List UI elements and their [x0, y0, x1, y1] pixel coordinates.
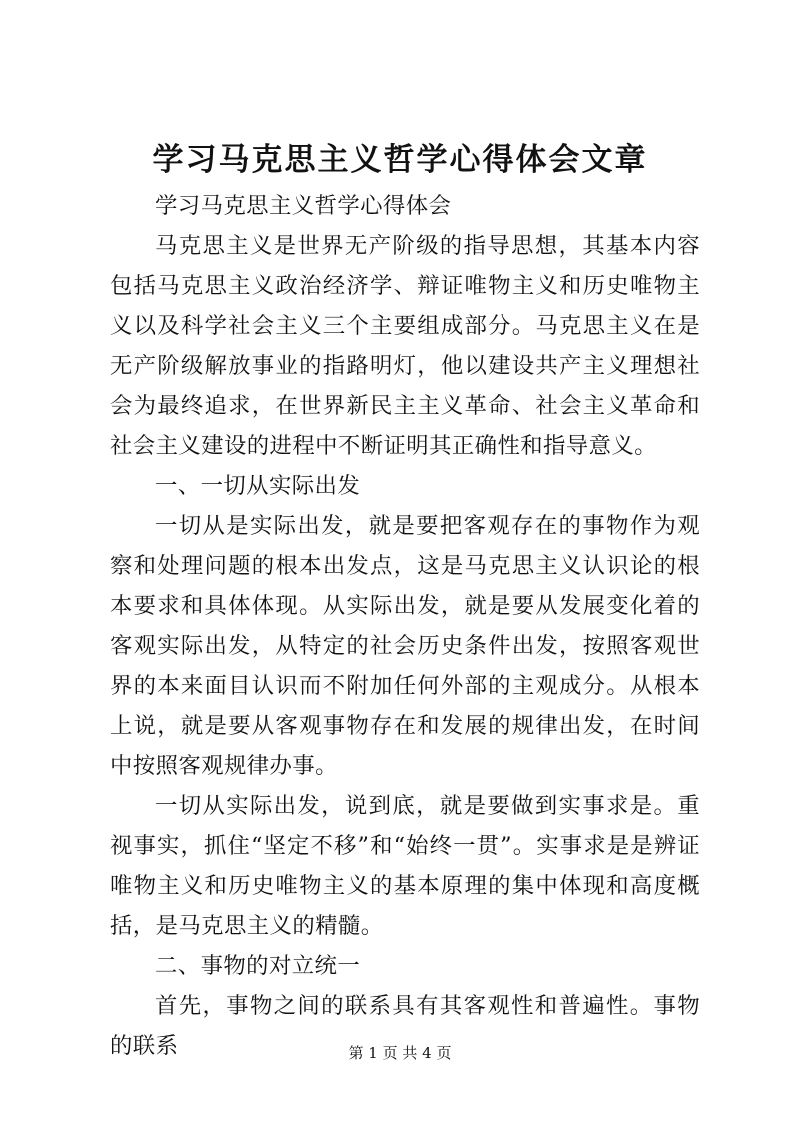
subtitle-paragraph: 学习马克思主义哲学心得体会	[155, 193, 452, 219]
section-heading-1: 一、一切从实际出发	[155, 473, 361, 499]
intro-paragraph: 马克思主义是世界无产阶级的指导思想，其基本内容包括马克思主义政治经济学、辩证唯物主义和历史唯物主义以及科学社会主义三个主要组成部分。马克思主义在是无产阶级解放事业的指路明灯，他以建设共产主义理想社会为最终追求，在世界新民主主义革命、社会主义革命和社会主义建设的进程中不断证明其正确性和指导意义。	[110, 233, 700, 459]
page-footer: 第 1 页 共 4 页	[348, 1044, 452, 1062]
section-2-paragraph-1: 首先，事物之间的联系具有其客观性和普遍性。事物的联系	[110, 993, 700, 1059]
section-1-paragraph-2: 一切从实际出发，说到底，就是要做到实事求是。重视事实，抓住“坚定不移”和“始终一贯”。实事求是是辨证唯物主义和历史唯物主义的基本原理的集中体现和高度概括，是马克思主义的精髓。	[110, 793, 700, 939]
document-body	[110, 186, 700, 1066]
section-heading-2: 二、事物的对立统一	[155, 953, 361, 979]
section-1-paragraph-1: 一切从是实际出发，就是要把客观存在的事物作为观察和处理问题的根本出发点，这是马克思主义认识论的根本要求和具体体现。从实际出发，就是要从发展变化着的客观实际出发，从特定的社会历史条件出发，按照客观世界的本来面目认识而不附加任何外部的主观成分。从根本上说，就是要从客观事物存在和发展的规律出发，在时间中按照客观规律办事。	[110, 513, 700, 779]
document-title: 学习马克思主义哲学心得体会文章	[152, 142, 648, 178]
